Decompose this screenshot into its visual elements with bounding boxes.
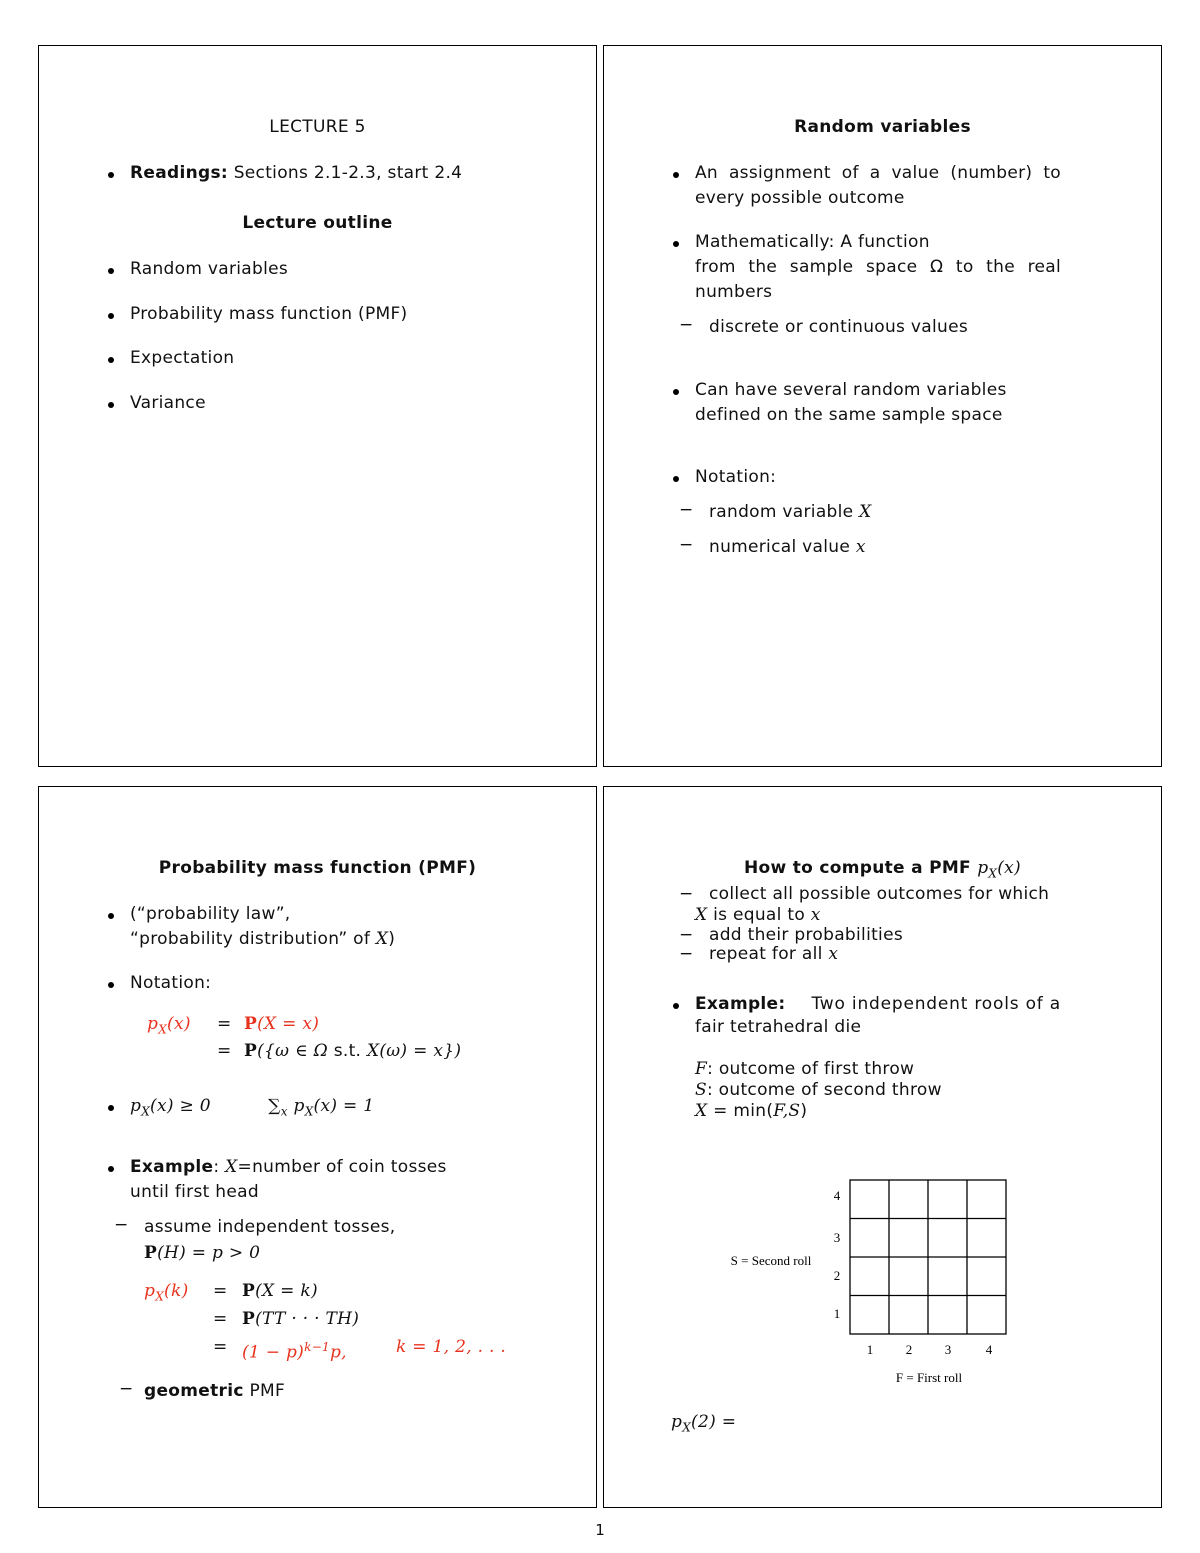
outline-item: Variance <box>130 393 206 413</box>
pk-r1 <box>242 1279 318 1304</box>
final-expression <box>671 1410 736 1440</box>
pmf-rhs <box>244 1012 319 1037</box>
math-var: X <box>375 929 389 949</box>
text-line: fair tetrahedral die <box>695 1017 862 1037</box>
math-var: F <box>695 1059 708 1079</box>
bullet <box>108 1166 114 1172</box>
slide-title: Probability mass function (PMF) <box>158 858 477 878</box>
slide-pmf <box>38 786 597 1508</box>
math: p <box>977 858 989 878</box>
outline-item: Probability mass function (PMF) <box>130 304 408 324</box>
math: X <box>682 1420 692 1435</box>
bullet <box>108 172 114 178</box>
math: (H) = p > 0 <box>157 1243 261 1263</box>
math: (2) = <box>691 1412 737 1432</box>
bullet <box>673 476 679 482</box>
text-line <box>144 1379 285 1404</box>
equals: = <box>217 1041 232 1061</box>
text-line <box>695 1101 807 1122</box>
text: ) <box>800 1101 808 1121</box>
text: : outcome of second throw <box>706 1080 942 1100</box>
prob-heads <box>144 1241 260 1266</box>
text: is equal to <box>713 905 806 925</box>
text-line <box>695 255 1061 280</box>
text: geometric <box>144 1381 244 1401</box>
math-var: X <box>695 905 708 925</box>
example-line <box>130 1155 447 1180</box>
math: p <box>147 1014 159 1034</box>
math: p <box>144 1281 156 1301</box>
bullet <box>673 1003 679 1009</box>
readings-text: Sections 2.1-2.3, start 2.4 <box>233 163 463 183</box>
slide-title <box>604 858 1161 880</box>
slide-title: LECTURE 5 <box>269 117 366 137</box>
text: “probability distribution” of <box>130 929 371 949</box>
dash-icon: − <box>679 315 694 335</box>
math: (TT · · · TH) <box>255 1309 360 1329</box>
text-line <box>709 500 872 525</box>
math: X <box>141 1104 151 1119</box>
math: X <box>304 1104 314 1119</box>
bullet <box>673 241 679 247</box>
text: s.t. <box>333 1041 362 1061</box>
dash-icon: − <box>679 884 694 904</box>
bullet <box>108 268 114 274</box>
text-line: Notation: <box>130 973 212 993</box>
math: (x) ≥ 0 <box>150 1096 211 1116</box>
text: from the sample space Ω to the real <box>695 257 1061 277</box>
x-axis-label: F = First roll <box>895 1370 963 1385</box>
equals: = <box>213 1337 228 1357</box>
math: P <box>244 1041 258 1061</box>
math: X <box>155 1289 165 1304</box>
math: X <box>158 1022 168 1037</box>
bullet <box>108 982 114 988</box>
math: x <box>280 1104 288 1119</box>
text-line: every possible outcome <box>695 188 905 208</box>
text-line: (“probability law”, <box>130 904 291 924</box>
math-var: X <box>225 1157 238 1177</box>
equals: = <box>213 1309 228 1329</box>
math: X <box>988 866 998 881</box>
grid-lines <box>850 1180 1006 1334</box>
math: p <box>671 1412 683 1432</box>
text: How to compute a PMF <box>744 858 971 878</box>
pk-r3 <box>242 1335 347 1366</box>
pmf-lhs <box>147 1012 191 1042</box>
math-var: X <box>695 1101 708 1121</box>
pk-lhs <box>144 1279 189 1309</box>
dash-icon: − <box>679 925 694 945</box>
equals: = <box>213 1281 228 1301</box>
text-line: Mathematically: A function <box>695 232 930 252</box>
text-line <box>709 535 866 560</box>
bullet <box>673 389 679 395</box>
text-line <box>130 927 395 952</box>
math: P <box>244 1014 258 1034</box>
outline-title: Lecture outline <box>242 213 393 233</box>
slide-random-variables <box>603 45 1162 767</box>
y-axis-label: S = Second roll <box>730 1253 812 1268</box>
text-line <box>695 161 1061 186</box>
text-line: defined on the same sample space <box>695 405 1003 425</box>
y-tick: 3 <box>833 1230 841 1245</box>
slide-title: Random variables <box>794 117 971 137</box>
text: Two independent rools of a <box>811 994 1061 1014</box>
math: (x) = 1 <box>313 1096 375 1116</box>
y-tick: 2 <box>833 1268 841 1283</box>
text-line: until first head <box>130 1182 259 1202</box>
math: p <box>130 1096 142 1116</box>
math: P <box>242 1309 256 1329</box>
math: k = 1, 2, . . . <box>396 1337 507 1357</box>
text: numerical value <box>709 537 851 557</box>
math: (X = k) <box>255 1281 318 1301</box>
math: p <box>287 1096 305 1116</box>
math: (1 − p) <box>242 1342 305 1363</box>
pmf-rhs-2 <box>244 1039 461 1064</box>
bullet <box>673 172 679 178</box>
text-line: Notation: <box>695 467 777 487</box>
math-var: x <box>828 944 839 964</box>
bullet <box>108 357 114 363</box>
dash-icon: − <box>114 1215 129 1235</box>
text: random variable <box>709 502 854 522</box>
pmf-properties <box>130 1094 374 1124</box>
readings-line <box>130 161 462 186</box>
text-line: assume independent tosses, <box>144 1217 396 1237</box>
outline-item: Random variables <box>130 259 289 279</box>
text-line <box>695 1080 942 1101</box>
page-number: 1 <box>595 1521 605 1539</box>
math: k−1 <box>304 1340 330 1354</box>
text-line: numbers <box>695 282 773 302</box>
outcome-grid <box>714 1172 1034 1392</box>
example-label: Example: <box>695 994 786 1014</box>
text-line: Can have several random variables <box>695 380 1007 400</box>
bullet <box>108 313 114 319</box>
dash-icon: − <box>679 535 694 555</box>
x-tick: 1 <box>866 1342 874 1357</box>
text-line <box>709 944 838 964</box>
math: F,S <box>773 1101 801 1121</box>
math: P <box>242 1281 256 1301</box>
text: PMF <box>249 1381 286 1401</box>
text-line: collect all possible outcomes for which <box>709 884 1050 904</box>
x-tick: 3 <box>944 1342 952 1357</box>
text: : <box>213 1157 220 1177</box>
text-line <box>695 1059 914 1080</box>
text-line <box>695 905 821 925</box>
dash-icon: − <box>679 944 694 964</box>
text: = min( <box>707 1101 774 1121</box>
bullet <box>108 1105 114 1111</box>
math: (x) <box>167 1014 191 1034</box>
bullet <box>108 913 114 919</box>
text: ) <box>388 929 396 949</box>
y-tick: 4 <box>833 1188 841 1203</box>
text: repeat for all <box>709 944 823 964</box>
text: =number of coin tosses <box>237 1157 447 1177</box>
text-line: discrete or continuous values <box>709 317 969 337</box>
dash-icon: − <box>119 1379 134 1399</box>
math: P <box>144 1243 158 1263</box>
math-var: x <box>855 537 866 557</box>
math: ({ω ∈ Ω <box>257 1041 334 1061</box>
math: ∑ <box>268 1096 281 1116</box>
math: X(ω) = x}) <box>361 1041 462 1061</box>
text: : outcome of first throw <box>707 1059 915 1079</box>
x-tick: 2 <box>905 1342 913 1357</box>
math: p, <box>330 1342 347 1363</box>
math-var: X <box>859 502 872 522</box>
example-line <box>695 992 1061 1017</box>
slide-lecture-5 <box>38 45 597 767</box>
y-tick: 1 <box>833 1306 841 1321</box>
text: An assignment of a value (number) to <box>695 163 1061 183</box>
dash-icon: − <box>679 500 694 520</box>
math-var: x <box>810 905 821 925</box>
bullet <box>108 402 114 408</box>
readings-label: Readings: <box>130 163 228 183</box>
math: (k) <box>164 1281 189 1301</box>
pk-r2 <box>242 1307 359 1332</box>
math-var: S <box>695 1080 707 1100</box>
slide-compute-pmf <box>603 786 1162 1508</box>
equals: = <box>217 1014 232 1034</box>
math: (X = x) <box>257 1014 320 1034</box>
outline-item: Expectation <box>130 348 235 368</box>
math: (x) <box>997 858 1021 878</box>
example-label: Example <box>130 1157 214 1177</box>
x-tick: 4 <box>985 1342 993 1357</box>
text-line: add their probabilities <box>709 925 903 945</box>
pk-range <box>396 1335 506 1360</box>
